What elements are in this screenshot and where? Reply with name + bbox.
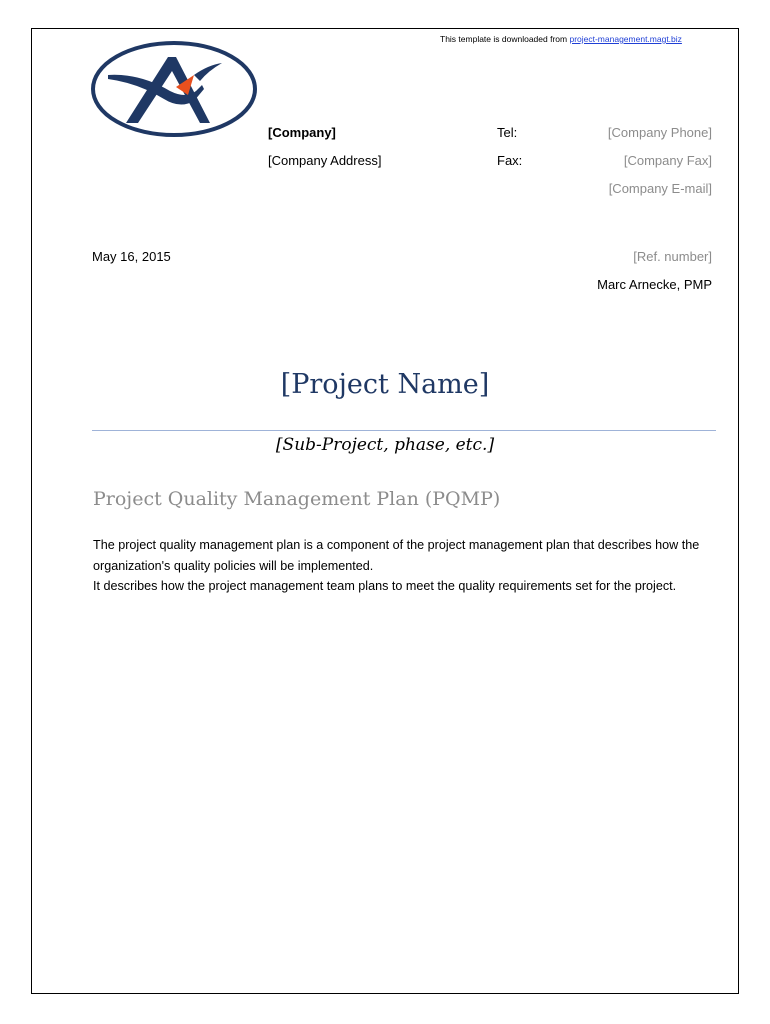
sub-project: [Sub-Project, phase, etc.] — [275, 435, 495, 455]
download-note-text: This template is downloaded from — [440, 34, 568, 44]
tel-label: Tel: — [497, 125, 518, 140]
company-fax: [Company Fax] — [623, 153, 712, 168]
fax-label: Fax: — [497, 153, 523, 168]
company-logo — [90, 39, 258, 139]
document-page — [31, 28, 739, 994]
company-phone: [Company Phone] — [607, 125, 712, 140]
author-name: Marc Arnecke, PMP — [597, 277, 712, 292]
body-text — [93, 535, 725, 597]
section-heading: Project Quality Management Plan (PQMP) — [93, 488, 501, 510]
document-date: May 16, 2015 — [92, 249, 171, 264]
download-link[interactable]: project-management.magt.biz — [569, 34, 682, 44]
company-address: [Company Address] — [268, 153, 382, 168]
body-paragraph-2: It describes how the project management team plans to meet the quality requirements set for the project. — [93, 579, 677, 593]
logo-ring — [93, 43, 255, 135]
project-name: [Project Name] — [280, 369, 490, 400]
logo-arrow-tail — [194, 63, 222, 81]
ref-number: [Ref. number] — [633, 249, 712, 264]
body-paragraph-1: The project quality management plan is a component of the project management plan that describes how the organization's quality policies will be implemented. — [93, 538, 700, 573]
company-email: [Company E-mail] — [608, 181, 712, 196]
company-name: [Company] — [268, 125, 336, 140]
title-divider — [92, 430, 716, 431]
download-note — [440, 34, 682, 44]
